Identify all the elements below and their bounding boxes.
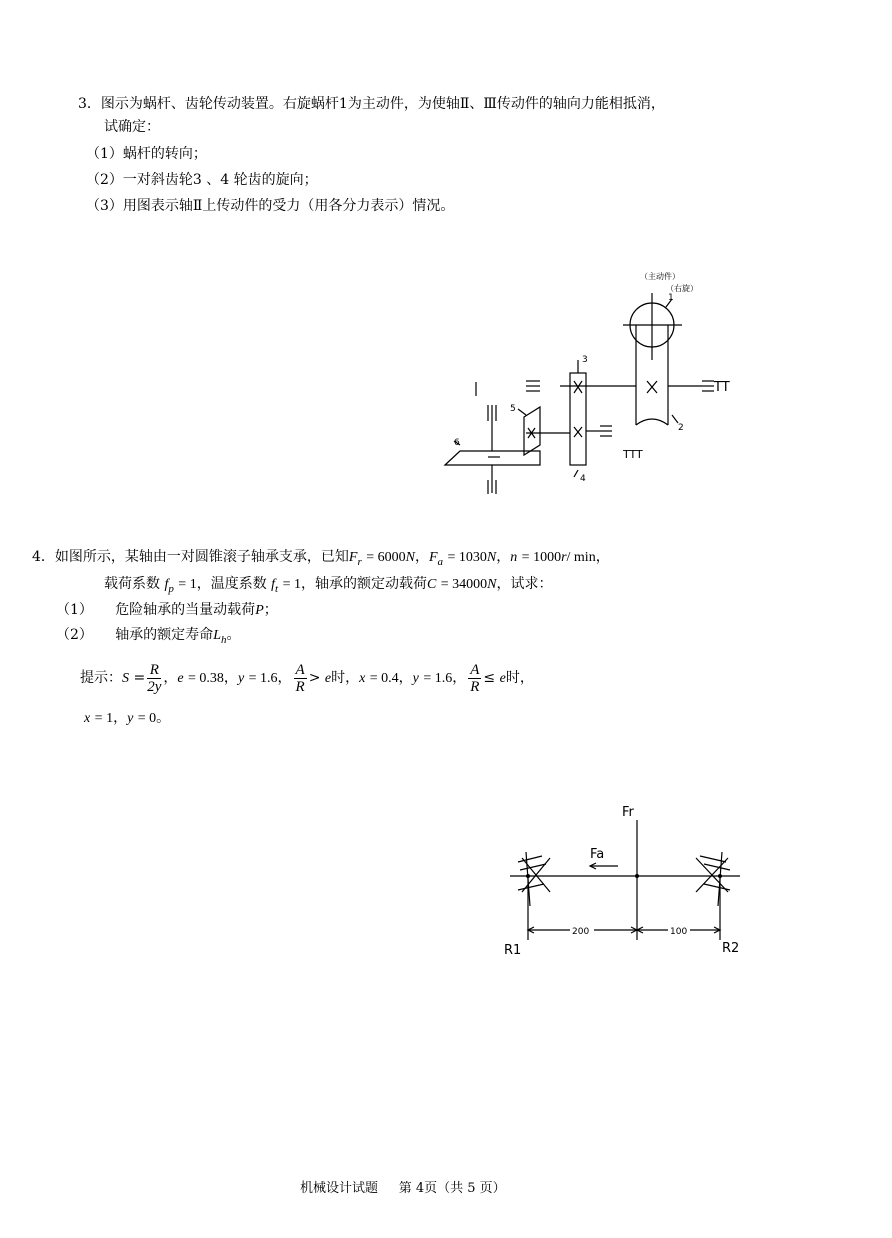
- dim-200: 200: [572, 927, 590, 937]
- q3-item-3: （3）用图表示轴Ⅱ上传动件的受力（用各分力表示）情况。: [86, 198, 455, 214]
- q4-last-line: x = 1，y = 0。: [84, 711, 171, 726]
- q4-item-2: （2） 轴承的额定寿命$L_h$。: [56, 627, 241, 646]
- footer: 机械设计试题 第 4页（共 5 页）: [300, 1181, 506, 1196]
- svg-text:4: 4: [580, 474, 586, 484]
- label-R2: R2: [722, 941, 740, 956]
- q3-item-2: （2）一对斜齿轮3 、4 轮齿的旋向；: [86, 172, 318, 188]
- bearing-diagram: [500, 800, 750, 960]
- svg-text:TT: TT: [714, 380, 730, 395]
- q4-hint: 提示：S = $\frac{R}{2y}$ ，e = 0.38，y = 1.6， $\frac{A}{R}$ > e时，x = 0.4，y = 1.6， $\frac{A}{R}$ ≤ e时，: [80, 661, 534, 695]
- worm-gear-diagram: [440, 265, 740, 505]
- q3-item-1: （1）蜗杆的转向；: [86, 146, 207, 162]
- svg-text:1: 1: [668, 293, 674, 303]
- q4-item-1: （1） 危险轴承的当量动载荷P；: [56, 602, 278, 618]
- q3-line2: 试确定：: [104, 119, 160, 135]
- svg-text:TTT: TTT: [623, 448, 643, 461]
- q3-line1: 3．图示为蜗杆、齿轮传动装置。右旋蜗杆1为主动件，为使轴Ⅱ、Ⅲ传动件的轴向力能相抵消，: [78, 96, 665, 112]
- label-right-hand: （右旋）: [666, 284, 698, 293]
- q4-line2: 载荷系数 $f_p = 1$，温度系数 $f_t = 1$，轴承的额定动载荷C = 34000N，试求：: [104, 576, 553, 595]
- svg-text:6: 6: [454, 438, 460, 448]
- q4-line1: 4．如图所示，某轴由一对圆锥滚子轴承支承，已知$F_r = 6000N$，$F_a = 1030N$，n = 1000r/ min，: [32, 549, 610, 568]
- label-master: （主动件）: [640, 272, 680, 281]
- svg-text:5: 5: [510, 404, 516, 414]
- svg-text:3: 3: [582, 355, 588, 365]
- dim-100: 100: [670, 927, 688, 937]
- svg-text:2: 2: [678, 423, 684, 433]
- label-R1: R1: [504, 943, 522, 958]
- label-Fr: Fr: [622, 805, 634, 820]
- label-Fa: Fa: [590, 847, 605, 862]
